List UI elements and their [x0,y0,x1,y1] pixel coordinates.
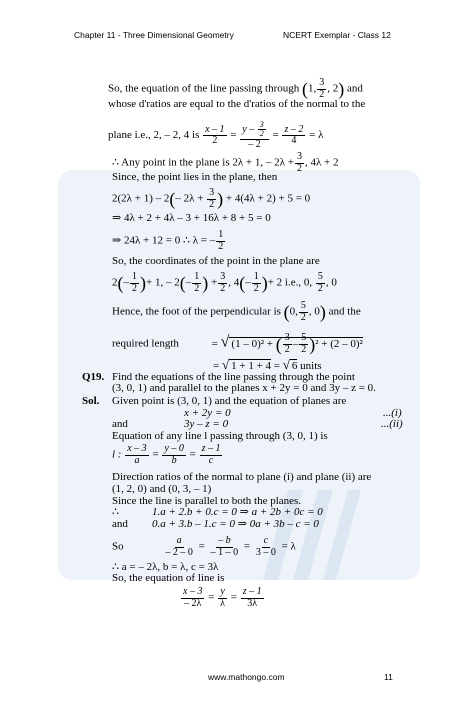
sol-line-2: x + 2y = 0 [184,407,231,419]
solution-label: Sol. [82,395,100,407]
sol-line-10: 0.a + 3.b – 1.c = 0 ⇒ 0a + 3b – c = 0 [152,518,319,530]
sol-line-10-and: and [112,518,128,530]
footer-page-number: 11 [384,672,393,682]
question-19-line-1: Find the equations of the line passing through the point [112,371,355,383]
line-7: ⇒ 4λ + 2 + 4λ – 3 + 16λ + 8 + 5 = 0 [112,212,271,224]
line-10: 2(– $\frac{1}{2}$ )+ 1, – 2(– $\frac{1}{2}$ ) + $\frac{3}{2}$ , 4(– $\frac{1}{2}$ )+ 2 i.e., 0, $\frac{5}{2}$ , 0 [112,271,337,294]
sol-line-8: Since the line is parallel to both the planes. [112,495,302,507]
sol-line-12: ∴ a = – 2λ, b = λ, c = 3λ [112,561,219,573]
sol-line-6: Direction ratios of the normal to plane (i) and plane (ii) are [112,471,372,483]
line-4: ∴ Any point in the plane is 2λ + 1, – 2λ + $\frac{3}{2}$ , 4λ + 2 [112,151,339,174]
question-19-label: Q19. [82,371,105,383]
sol-line-3-and: and [112,418,128,430]
sol-line-14: $\frac{x - 3}{- 2\lambda}$ = $\frac{y}{\lambda}$ = $\frac{z - 1}{3\lambda}$ [183,586,262,609]
sol-line-2-ref: ...(i) [383,407,402,419]
footer-url: www.mathongo.com [208,672,285,682]
sol-line-3-ref: ...(ii) [381,418,403,430]
header-chapter-title: Chapter 11 - Three Dimensional Geometry [74,30,234,40]
sol-line-5: l : $\frac{x - 3}{a}$ = $\frac{y - 0}{b}$ = $\frac{z - 1}{c}$ [112,443,221,466]
sol-line-7: (1, 2, 0) and (0, 3, – 1) [112,483,212,495]
line-9: So, the coordinates of the point in the plane are [112,255,320,267]
sol-line-3: 3y – z = 0 [184,418,229,430]
header-book-title: NCERT Exemplar - Class 12 [283,30,391,40]
mathongo-logo-watermark [233,470,363,590]
question-19-line-2: (3, 0, 1) and parallel to the planes x + 2y = 0 and 3y – z = 0. [112,382,376,394]
line-6: 2(2λ + 1) – 2(– 2λ + $\frac{3}{2}$ ) + 4(4λ + 2) + 5 = 0 [112,187,311,210]
sol-line-4: Equation of any line l passing through (3, 0, 1) is [112,430,328,442]
line-3: plane i.e., 2, – 2, 4 is $\frac{x - 1}{2}$ = y – $\frac{3}{2}$ – 2 = $\frac{z - 2}{4}$ = λ [108,120,324,150]
line-11: Hence, the foot of the perpendicular is (0, $\frac{5}{2}$ , 0) and the [112,300,361,323]
line-12: required length = √ (1 – 0)² + ( $\frac{3}{2}$ – $\frac{5}{2}$ )² + (2 – 0)² [112,332,363,355]
line-13: = √ 1 + 1 + 4 = √ 6 units [213,357,322,372]
sol-line-9-symbol: ∴ [112,506,119,518]
sol-line-13: So, the equation of line is [112,572,225,584]
line-2: whose d'ratios are equal to the d'ratios of the normal to the [108,98,366,110]
line-1: So, the equation of the line passing through (1, $\frac{3}{2}$ , 2) and [108,77,363,100]
sol-line-1: Given point is (3, 0, 1) and the equation of planes are [112,395,347,407]
sol-line-11: So $\frac{a}{- 2 - 0}$ = $\frac{- b}{- 1 - 0}$ = $\frac{c}{3 - 0}$ = λ [112,535,296,558]
sol-line-9: 1.a + 2.b + 0.c = 0 ⇒ a + 2b + 0c = 0 [152,506,323,518]
line-8: ⇒ 24λ + 12 = 0 ∴ λ = – $\frac{1}{2}$ [112,229,224,252]
line-5: Since, the point lies in the plane, then [112,171,278,183]
